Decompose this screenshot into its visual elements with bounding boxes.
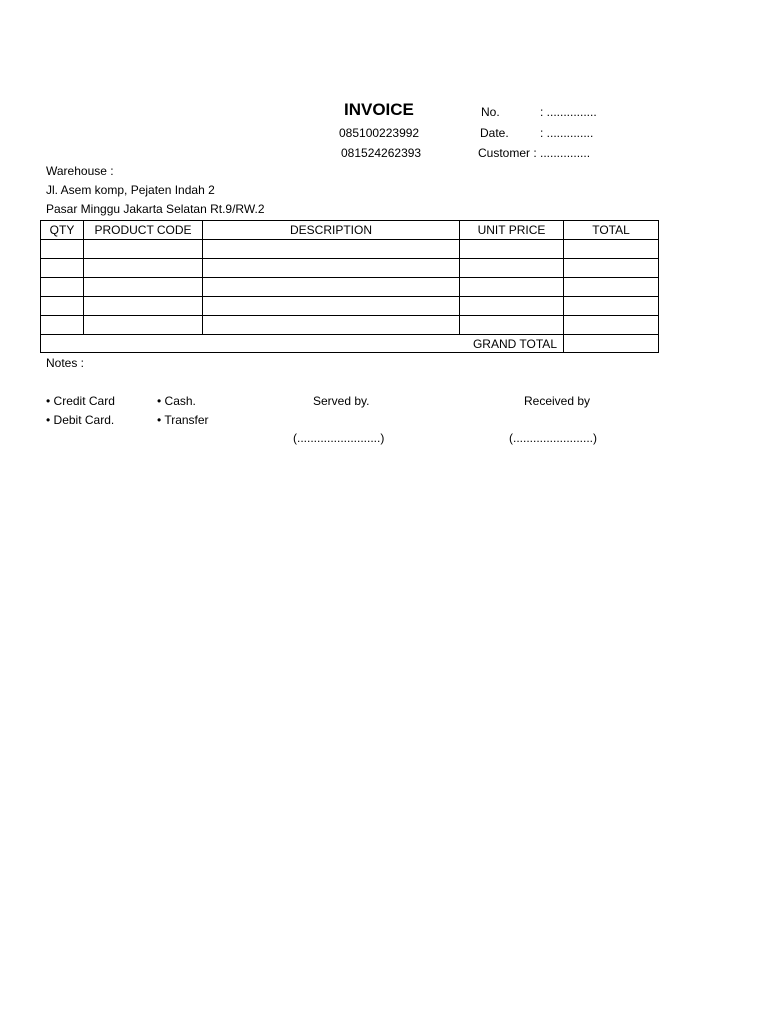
table-cell[interactable]: [203, 316, 460, 335]
table-cell[interactable]: [203, 297, 460, 316]
payment-option-cash: • Cash.: [157, 394, 196, 408]
phone-number-2: 081524262393: [341, 146, 422, 160]
column-header-qty: QTY: [41, 221, 84, 240]
table-cell[interactable]: [41, 259, 84, 278]
table-cell[interactable]: [84, 316, 203, 335]
table-row: [41, 259, 659, 278]
table-cell[interactable]: [460, 259, 564, 278]
table-cell[interactable]: [84, 240, 203, 259]
customer-field: Customer : ...............: [478, 146, 591, 160]
warehouse-address-1: Jl. Asem komp, Pejaten Indah 2: [46, 183, 215, 197]
table-cell[interactable]: [564, 278, 659, 297]
table-header-row: [41, 221, 659, 240]
invoice-no-value: : ...............: [540, 105, 597, 119]
invoice-title: INVOICE: [344, 100, 414, 119]
received-by-signature-line: (........................): [509, 431, 598, 445]
table-cell[interactable]: [41, 278, 84, 297]
invoice-date-label: Date.: [480, 126, 509, 140]
table-cell[interactable]: [460, 240, 564, 259]
payment-option-debit-card: • Debit Card.: [46, 413, 115, 427]
table-row: [41, 240, 659, 259]
table-row: [41, 316, 659, 335]
notes-label: Notes :: [46, 356, 85, 370]
invoice-no-label: No.: [481, 105, 500, 119]
phone-number-1: 085100223992: [339, 126, 420, 140]
grand-total-value[interactable]: [564, 335, 659, 353]
table-cell[interactable]: [564, 297, 659, 316]
column-header-product-code: PRODUCT CODE: [84, 221, 203, 240]
warehouse-address-2: Pasar Minggu Jakarta Selatan Rt.9/RW.2: [46, 202, 265, 216]
served-by-signature-line: (.........................): [293, 431, 385, 445]
received-by-label: Received by: [524, 394, 591, 408]
table-cell[interactable]: [84, 297, 203, 316]
table-cell[interactable]: [460, 278, 564, 297]
column-header-description: DESCRIPTION: [203, 221, 460, 240]
invoice-date-value: : ..............: [540, 126, 594, 140]
table-cell[interactable]: [203, 259, 460, 278]
invoice-table: [40, 220, 659, 353]
table-cell[interactable]: [84, 278, 203, 297]
table-cell[interactable]: [564, 240, 659, 259]
grand-total-label: GRAND TOTAL: [41, 335, 564, 353]
table-cell[interactable]: [203, 240, 460, 259]
table-cell[interactable]: [84, 259, 203, 278]
table-row: [41, 278, 659, 297]
table-cell[interactable]: [564, 259, 659, 278]
table-cell[interactable]: [41, 240, 84, 259]
served-by-label: Served by.: [313, 394, 370, 408]
table-cell[interactable]: [41, 316, 84, 335]
warehouse-label: Warehouse :: [46, 164, 114, 178]
grand-total-row: [41, 335, 659, 353]
table-cell[interactable]: [460, 316, 564, 335]
payment-option-credit-card: • Credit Card: [46, 394, 115, 408]
payment-option-transfer: • Transfer: [157, 413, 209, 427]
table-cell[interactable]: [203, 278, 460, 297]
table-cell[interactable]: [564, 316, 659, 335]
table-row: [41, 297, 659, 316]
table-cell[interactable]: [460, 297, 564, 316]
column-header-total: TOTAL: [564, 221, 659, 240]
column-header-unit-price: UNIT PRICE: [460, 221, 564, 240]
table-cell[interactable]: [41, 297, 84, 316]
